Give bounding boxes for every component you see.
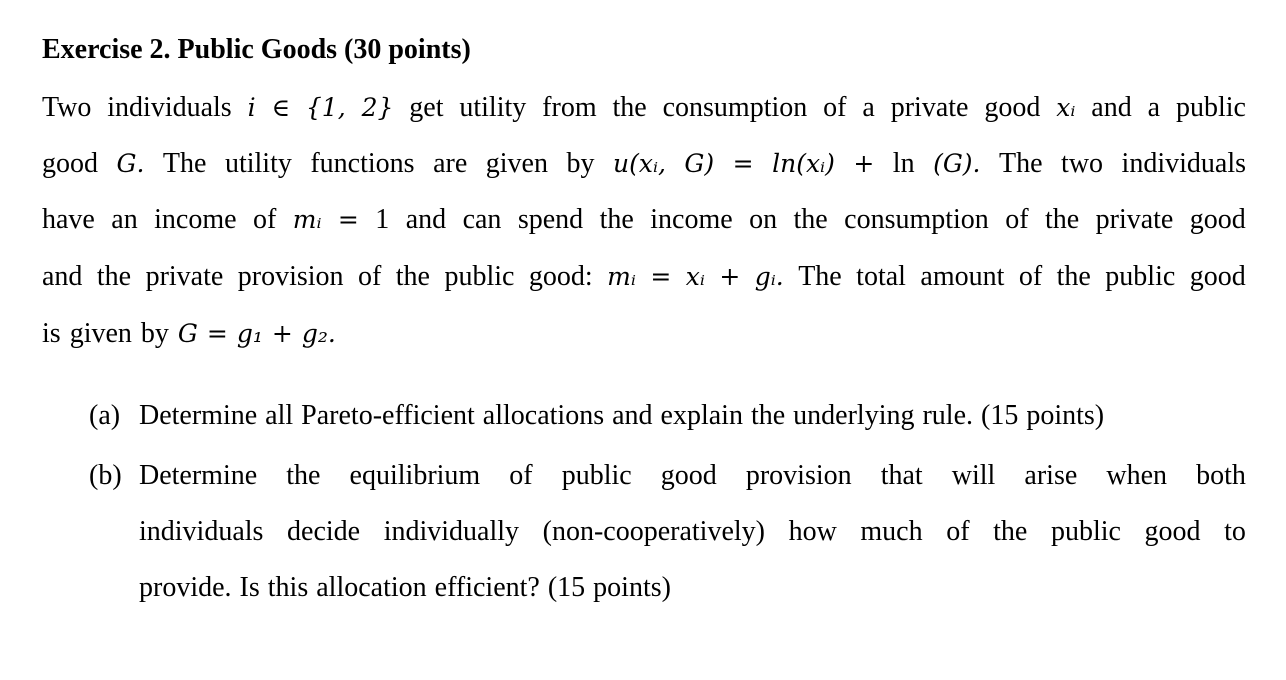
item-b-text: Determine the equilibrium of public good provision that will arise when both: [139, 460, 1246, 491]
item-b-text: provide. Is this allocation efficient? (15 points): [139, 572, 671, 603]
item-b-text: individuals decide individually (non-cooperatively) how much of the public good to: [139, 516, 1246, 547]
paragraph-line: good 𝐺. The utility functions are given by 𝑢(𝑥ᵢ, 𝐺) = ln(𝑥ᵢ) + ln (𝐺). The two individuals: [42, 148, 1246, 179]
exercise-title: Exercise 2. Public Goods (30 points): [42, 34, 471, 65]
paragraph-line: Two individuals 𝑖 ∈ {1, 2} get utility from the consumption of a private good 𝑥ᵢ and a public: [42, 92, 1246, 123]
item-a-text: Determine all Pareto-efficient allocations and explain the underlying rule. (15 points): [139, 400, 1105, 431]
paragraph-line: is given by 𝐺 = 𝑔₁ + 𝑔₂.: [42, 318, 336, 349]
item-a-label: (a): [89, 400, 121, 431]
paragraph-line: have an income of 𝑚ᵢ = 1 and can spend the income on the consumption of the private good: [42, 204, 1246, 235]
paragraph-line: and the private provision of the public good: 𝑚ᵢ = 𝑥ᵢ + 𝑔ᵢ. The total amount of the public good: [42, 261, 1246, 292]
item-b-label: (b): [89, 460, 122, 491]
